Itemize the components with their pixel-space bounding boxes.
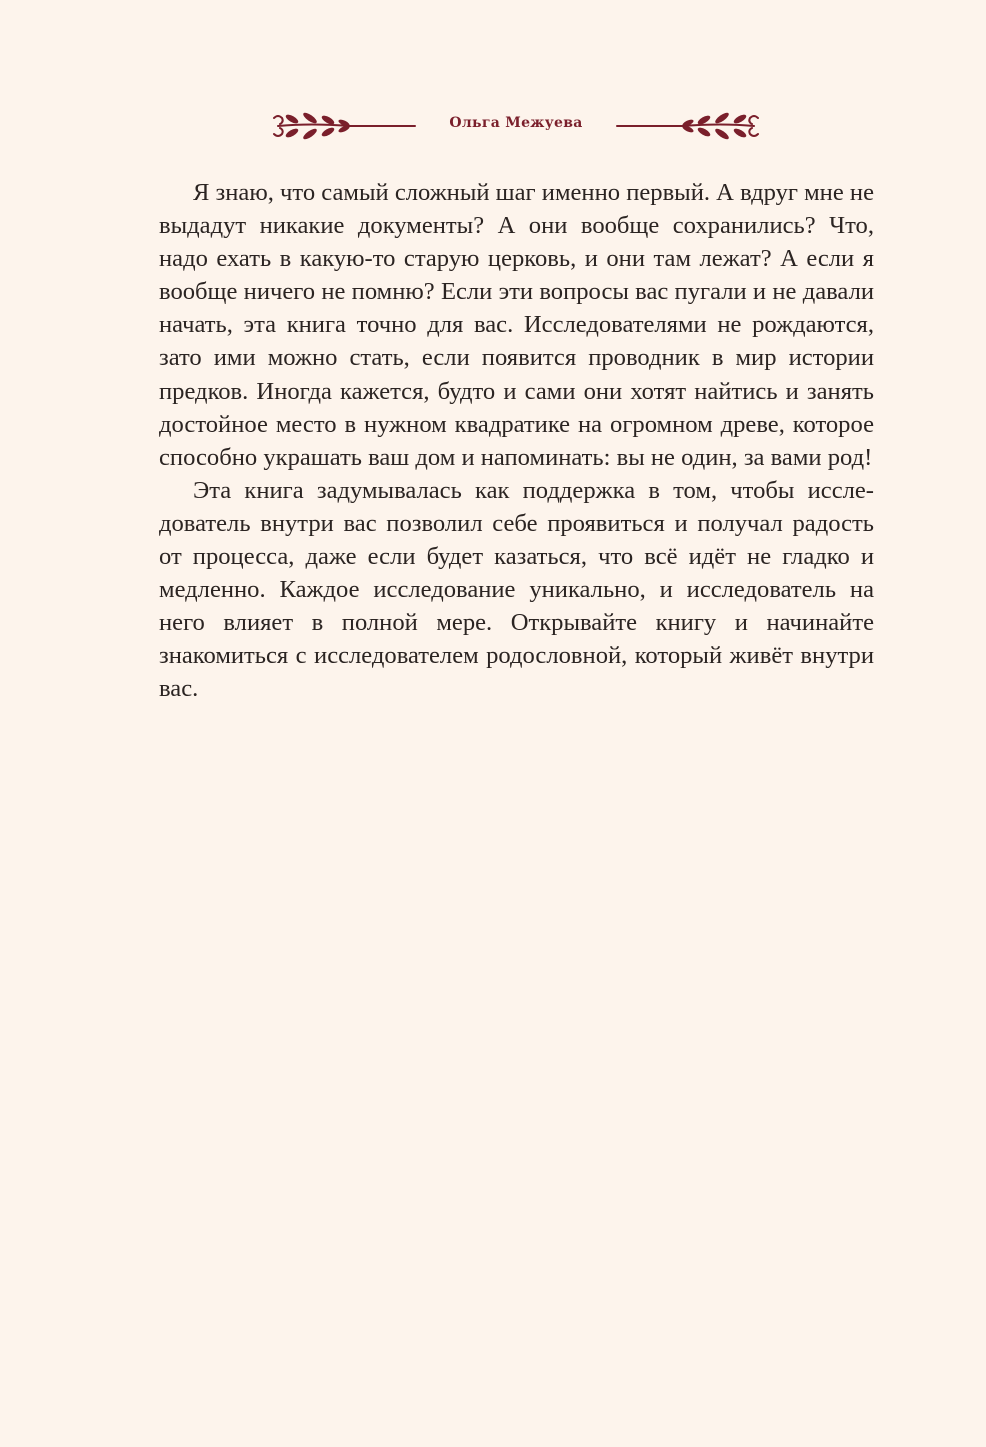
author-name: Ольга Межуева [449, 115, 583, 131]
right-laurel-ornament-icon [612, 106, 762, 146]
paragraph-2: Эта книга задумывалась как поддержка в том, чтобы исследователь внутри вас позволил себе проявиться и получал радость от процесса, даже если будет казаться, что всё идёт не гладко и медленно. Каждое исследование уникально, и исследователь на него влияет в полной мере. Открывайте книгу и начинайте знакомиться с исследователем родословной, который живёт внутри вас. [159, 476, 874, 703]
paragraph-1: Я знаю, что самый сложный шаг именно первый. А вдруг мне не выдадут никакие документы? А они вообще сохранились? Что, надо ехать в какую-то старую церковь, и они там лежат? А если я вообще ничего не помню? Если эти вопросы вас пугали и не давали начать, эта книга точно для вас. Исследователями не рождаются, зато ими можно стать, если появится проводник в мир истории предков. Иногда кажется, будто и сами они хотят найтись и занять достойное место в нужном квадратике на огромном древе, которое способно украшать ваш дом и напоминать: вы не один, за вами род! [159, 179, 874, 471]
running-header [270, 106, 762, 146]
body-text [159, 176, 874, 706]
